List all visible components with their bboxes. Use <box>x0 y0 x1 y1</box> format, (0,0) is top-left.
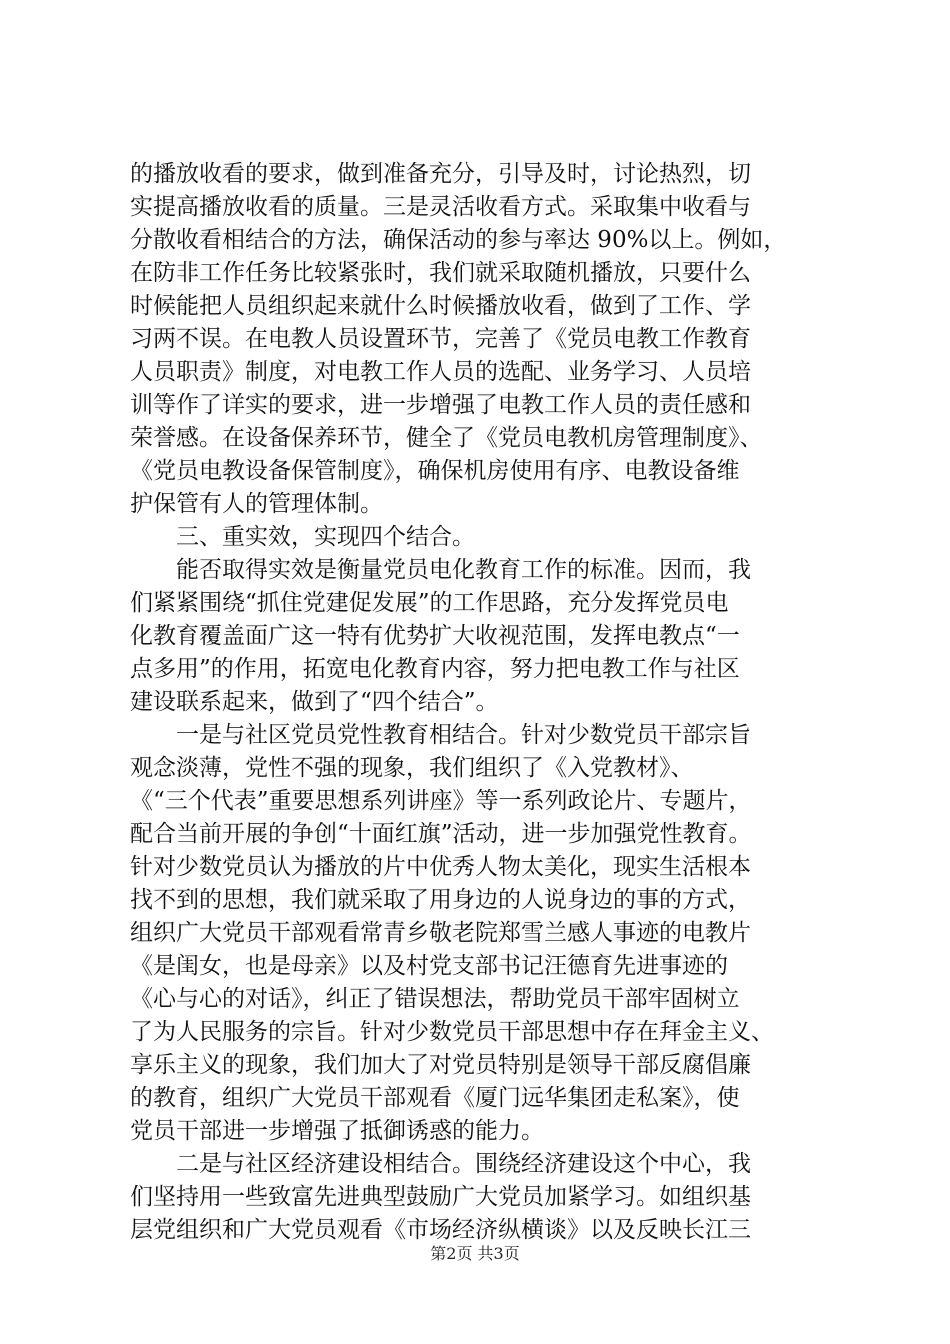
text-line: 人员职责》制度，对电教工作人员的选配、业务学习、人员培 <box>130 359 751 385</box>
text-line: 实提高播放收看的质量。三是灵活收看方式。采取集中收看与 <box>130 194 751 220</box>
text-line: 一是与社区党员党性教育相结合。针对少数党员干部宗旨 <box>130 722 751 748</box>
text-line: 针对少数党员认为播放的片中优秀人物太美化，现实生活根本 <box>130 854 751 880</box>
text-line: 组织广大党员干部观看常青乡敬老院郑雪兰感人事迹的电教片 <box>130 920 751 946</box>
text-line: 习两不误。在电教人员设置环节，完善了《党员电教工作教育 <box>130 326 751 352</box>
text-line: 配合当前开展的争创“十面红旗”活动，进一步加强党性教育。 <box>130 821 752 847</box>
text-line: 三、重实效，实现四个结合。 <box>130 524 475 550</box>
text-line: 《是闺女，也是母亲》以及村党支部书记汪德育先进事迹的 <box>130 953 728 979</box>
text-line: 荣誉感。在设备保养环节，健全了《党员电教机房管理制度》、 <box>130 425 763 451</box>
text-line: 了为人民服务的宗旨。针对少数党员干部思想中存在拜金主义、 <box>130 1019 774 1045</box>
text-line: 《心与心的对话》，纠正了错误想法，帮助党员干部牢固树立 <box>130 986 740 1012</box>
text-line: 能否取得实效是衡量党员电化教育工作的标准。因而，我 <box>130 557 751 583</box>
text-line: 分散收看相结合的方法，确保活动的参与率达 90%以上。例如， <box>130 227 787 253</box>
text-line: 建设联系起来，做到了“四个结合”。 <box>130 689 499 715</box>
text-line: 《党员电教设备保管制度》，确保机房使用有序、电教设备维 <box>130 458 740 484</box>
text-line: 《“三个代表”重要思想系列讲座》等一系列政论片、专题片， <box>130 788 752 814</box>
text-line: 训等作了详实的要求，进一步增强了电教工作人员的责任感和 <box>130 392 751 418</box>
text-line: 的教育，组织广大党员干部观看《厦门远华集团走私案》，使 <box>130 1085 740 1111</box>
text-line: 护保管有人的管理体制。 <box>130 491 383 517</box>
text-line: 找不到的思想，我们就采取了用身边的人说身边的事的方式， <box>130 887 751 913</box>
text-line: 二是与社区经济建设相结合。围绕经济建设这个中心，我 <box>130 1151 751 1177</box>
text-line: 化教育覆盖面广这一特有优势扩大收视范围，发挥电教点“一 <box>130 623 740 649</box>
text-line: 党员干部进一步增强了抵御诱惑的能力。 <box>130 1118 544 1144</box>
text-line: 点多用”的作用，拓宽电化教育内容，努力把电教工作与社区 <box>130 656 740 682</box>
text-line: 观念淡薄，党性不强的现象，我们组织了《入党教材》、 <box>130 755 694 781</box>
text-line: 在防非工作任务比较紧张时，我们就采取随机播放，只要什么 <box>130 260 751 286</box>
text-line: 层党组织和广大党员观看《市场经济纵横谈》以及反映长江三 <box>130 1217 751 1243</box>
page-footer: 第2页 共3页 <box>430 1244 520 1263</box>
text-line: 们坚持用一些致富先进典型鼓励广大党员加紧学习。如组织基 <box>130 1184 751 1210</box>
text-line: 享乐主义的现象，我们加大了对党员特别是领导干部反腐倡廉 <box>130 1052 751 1078</box>
text-line: 时候能把人员组织起来就什么时候播放收看，做到了工作、学 <box>130 293 751 319</box>
text-line: 的播放收看的要求，做到准备充分，引导及时，讨论热烈，切 <box>130 161 751 187</box>
document-body <box>130 158 830 1247</box>
text-line: 们紧紧围绕“抓住党建促发展”的工作思路，充分发挥党员电 <box>130 590 729 616</box>
